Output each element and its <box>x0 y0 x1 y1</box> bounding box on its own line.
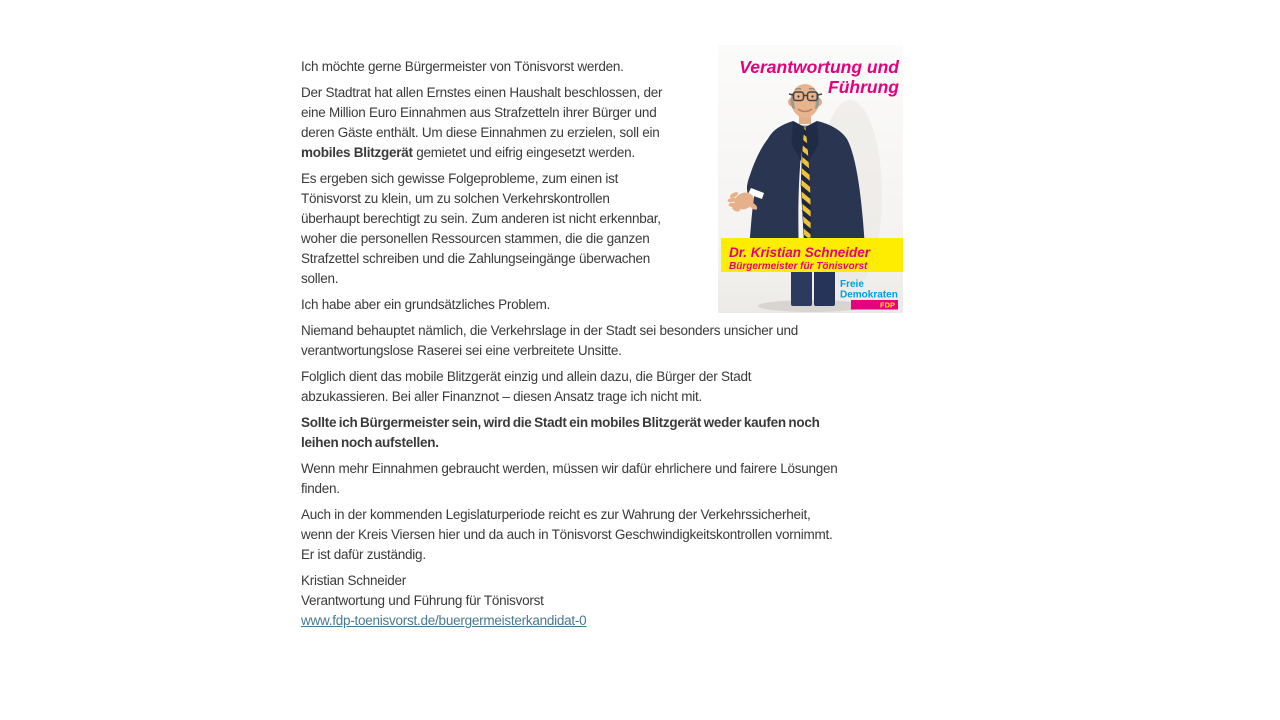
paragraph-solutions: Wenn mehr Einnahmen gebraucht werden, müssen wir dafür ehrlichere und fairere Lösungen finden. <box>301 461 838 496</box>
paragraph-budget-text: Der Stadtrat hat allen Ernstes einen Haushalt beschlossen, der eine Million Euro Einnahmen aus Strafzetteln ihrer Bürger und deren Gäste enthält. Um diese Einnahmen zu erzielen, soll ein <box>301 85 663 140</box>
paragraph-budget-bold: mobiles Blitzgerät <box>301 145 413 160</box>
name-banner <box>721 238 903 272</box>
paragraph-intro: Ich möchte gerne Bürgermeister von Tönisvorst werden. <box>301 59 624 74</box>
campaign-poster-image <box>718 45 903 313</box>
paragraph-budget-tail: gemietet und eifrig eingesetzt werden. <box>412 145 635 160</box>
paragraph-traffic: Niemand behauptet nämlich, die Verkehrslage in der Stadt sei besonders unsicher und verantwortungslose Raserei sei eine verbreitete Unsitte. <box>301 323 799 358</box>
signature-slogan: Verantwortung und Führung für Tönisvorst <box>301 593 544 608</box>
paragraph-fundamental: Ich habe aber ein grundsätzliches Problem. <box>301 297 551 312</box>
paragraph-cashing: Folglich dient das mobile Blitzgerät einzig und allein dazu, die Bürger der Stadt abzukassieren. Bei aller Finanznot – diesen Ansatz trage ich nicht mit. <box>301 369 752 404</box>
paragraph-kreis-viersen: Auch in der kommenden Legislaturperiode reicht es zur Wahrung der Verkehrssicherheit, wenn der Kreis Viersen hier und da auch in Tönisvorst Geschwindigkeitskontrollen vornimmt. Er ist dafür zuständig. <box>301 507 833 562</box>
signature-block <box>301 571 903 631</box>
paragraph-problems: Es ergeben sich gewisse Folgeprobleme, zum einen ist Tönisvorst zu klein, um zu solchen Verkehrskontrollen überhaupt berechtigt zu sein. Zum anderen ist nicht erkennbar, woher die personellen Ressourcen stammen, die die ganzen Strafzettel schreiben und die Zahlungseingänge überwachen sollen. <box>301 171 661 286</box>
candidate-photo <box>718 45 903 313</box>
paragraph-pledge-bold: Sollte ich Bürgermeister sein, wird die Stadt ein mobiles Blitzgerät weder kaufen noch leihen noch aufstellen. <box>301 415 820 450</box>
candidate-title: Bürgermeister für Tönisvorst <box>729 261 868 272</box>
candidate-website-link[interactable]: www.fdp-toenisvorst.de/buergermeisterkandidat-0 <box>301 613 587 628</box>
article <box>301 45 903 637</box>
headline-line-2: Führung <box>828 77 899 97</box>
fdp-logo-word2: Demokraten <box>840 289 898 301</box>
candidate-name: Dr. Kristian Schneider <box>729 245 871 260</box>
signature-name: Kristian Schneider <box>301 573 407 588</box>
fdp-logo-word1: Freie <box>840 279 864 290</box>
fdp-logo-abbr: FDP <box>880 300 895 310</box>
headline-line-1: Verantwortung und <box>739 57 899 77</box>
